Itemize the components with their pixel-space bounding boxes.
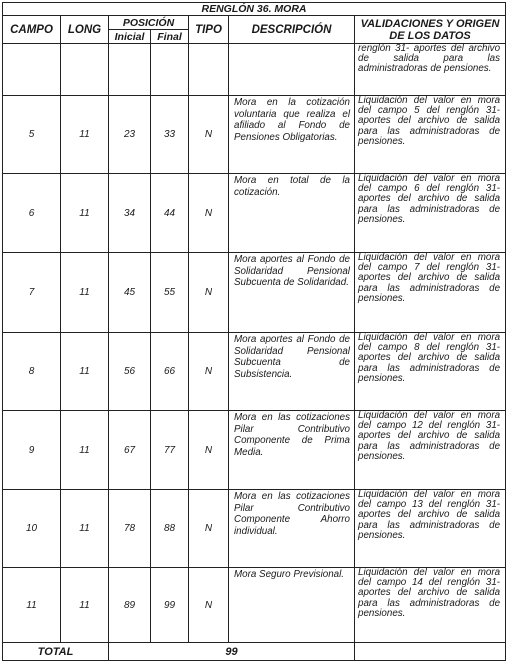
tipo-cell: N <box>189 411 229 490</box>
table-row <box>3 411 506 490</box>
inicial-cell: 78 <box>109 490 151 568</box>
campo-cell: 10 <box>3 490 61 568</box>
final-cell: 66 <box>151 333 189 411</box>
continuation-inicial <box>109 44 151 96</box>
long-cell: 11 <box>61 174 109 253</box>
continuation-long <box>61 44 109 96</box>
header-tipo: TIPO <box>189 16 229 44</box>
tipo-cell: N <box>189 490 229 568</box>
validacion-cell: Liquidación del valor en mora del campo 8 del renglón 31- aportes del archivo de salida para las administradoras de pensiones. <box>355 333 506 411</box>
long-cell: 11 <box>61 333 109 411</box>
table-row <box>3 174 506 253</box>
final-cell: 44 <box>151 174 189 253</box>
table-title: RENGLÓN 36. MORA <box>3 3 506 16</box>
inicial-cell: 45 <box>109 253 151 333</box>
validacion-cell: Liquidación del valor en mora del campo 14 del renglón 31- aportes del archivo de salida para las administradoras de pensiones. <box>355 568 506 643</box>
campo-cell: 8 <box>3 333 61 411</box>
continuation-campo <box>3 44 61 96</box>
campo-cell: 7 <box>3 253 61 333</box>
validacion-cell: Liquidación del valor en mora del campo 7 del renglón 31- aportes del archivo de salida para las administradoras de pensiones. <box>355 253 506 333</box>
final-cell: 77 <box>151 411 189 490</box>
table-row <box>3 490 506 568</box>
tipo-cell: N <box>189 174 229 253</box>
validacion-cell: Liquidación del valor en mora del campo 13 del renglón 31- aportes del archivo de salida para las administradoras de pensiones. <box>355 490 506 568</box>
header-row-1 <box>3 16 506 30</box>
title-row <box>3 3 506 16</box>
descripcion-cell: Mora en las cotizaciones Pilar Contributivo Componente Ahorro individual. <box>229 490 355 568</box>
descripcion-cell: Mora en las cotizaciones Pilar Contributivo Componente de Prima Media. <box>229 411 355 490</box>
final-cell: 33 <box>151 96 189 174</box>
continuation-tipo <box>189 44 229 96</box>
campo-cell: 11 <box>3 568 61 643</box>
header-final: Final <box>151 30 189 44</box>
final-cell: 88 <box>151 490 189 568</box>
tipo-cell: N <box>189 253 229 333</box>
validacion-cell: Liquidación del valor en mora del campo 5 del renglón 31- aportes del archivo de salida para las administradoras de pensiones. <box>355 96 506 174</box>
continuation-final <box>151 44 189 96</box>
campo-cell: 9 <box>3 411 61 490</box>
total-label: TOTAL <box>3 643 109 661</box>
descripcion-cell: Mora aportes al Fondo de Solidaridad Pensional Subcuenta de Solidaridad. <box>229 253 355 333</box>
header-long: LONG <box>61 16 109 44</box>
table-row <box>3 253 506 333</box>
long-cell: 11 <box>61 568 109 643</box>
inicial-cell: 56 <box>109 333 151 411</box>
long-cell: 11 <box>61 411 109 490</box>
inicial-cell: 23 <box>109 96 151 174</box>
continuation-row <box>3 44 506 96</box>
inicial-cell: 89 <box>109 568 151 643</box>
header-campo: CAMPO <box>3 16 61 44</box>
table-row <box>3 568 506 643</box>
final-cell: 55 <box>151 253 189 333</box>
header-descripcion: DESCRIPCIÓN <box>229 16 355 44</box>
inicial-cell: 34 <box>109 174 151 253</box>
table-row <box>3 333 506 411</box>
header-posicion: POSICIÓN <box>109 16 189 30</box>
validacion-cell: Liquidación del valor en mora del campo 6 del renglón 31- aportes del archivo de salida para las administradoras de pensiones. <box>355 174 506 253</box>
total-row <box>3 643 506 661</box>
total-value: 99 <box>109 643 355 661</box>
table-row <box>3 96 506 174</box>
descripcion-cell: Mora en la cotización voluntaria que realiza el afiliado al Fondo de Pensiones Obligatorias. <box>229 96 355 174</box>
long-cell: 11 <box>61 253 109 333</box>
tipo-cell: N <box>189 333 229 411</box>
total-empty <box>355 643 506 661</box>
tipo-cell: N <box>189 96 229 174</box>
header-inicial: Inicial <box>109 30 151 44</box>
document-page <box>2 2 505 667</box>
long-cell: 11 <box>61 96 109 174</box>
continuation-descripcion <box>229 44 355 96</box>
long-cell: 11 <box>61 490 109 568</box>
campo-cell: 6 <box>3 174 61 253</box>
descripcion-cell: Mora aportes al Fondo de Solidaridad Pensional Subcuenta de Subsistencia. <box>229 333 355 411</box>
validacion-cell: Liquidación del valor en mora del campo 12 del renglón 31- aportes del archivo de salida para las administradoras de pensiones. <box>355 411 506 490</box>
continuation-validacion: renglón 31- aportes del archivo de salida para las administradoras de pensiones. <box>355 44 506 96</box>
descripcion-cell: Mora en total de la cotización. <box>229 174 355 253</box>
inicial-cell: 67 <box>109 411 151 490</box>
mora-table <box>2 2 506 661</box>
descripcion-cell: Mora Seguro Previsional. <box>229 568 355 643</box>
campo-cell: 5 <box>3 96 61 174</box>
tipo-cell: N <box>189 568 229 643</box>
final-cell: 99 <box>151 568 189 643</box>
header-validaciones: VALIDACIONES Y ORIGEN DE LOS DATOS <box>355 16 506 44</box>
